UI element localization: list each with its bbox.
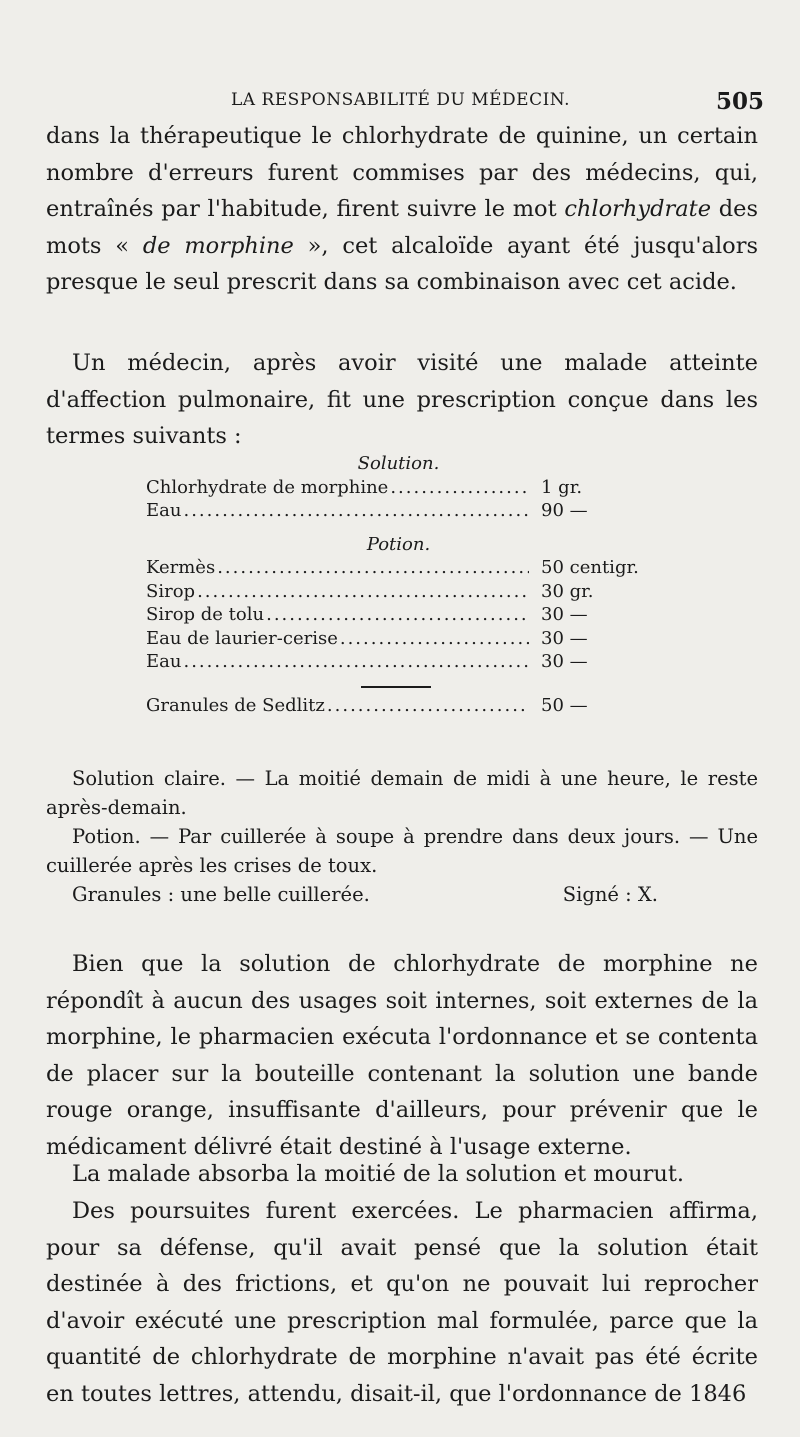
instruction-granules: Granules : une belle cuillerée. [72,883,370,906]
instructions-block [46,764,758,909]
rx-line: Sirop ..... 30 gr. [146,580,651,604]
rx-line: Sirop de tolu ..... 30 — [146,603,651,627]
paragraph-therapeutique: dans la thérapeutique le chlorhydrate de quinine, un certain nombre d'erreurs furent commises par des médecins, qui, entraînés par l'habitude, firent suivre le mot chlorhydrate des mots « de morphine », cet alcaloïde ayant été jusqu'alors presque le seul prescrit dans sa combinaison avec cet acide. [46,123,759,295]
rx-line: Chlorhydrate de morphine ..... 1 gr. [146,476,651,500]
rx-line: Kermès ..... 50 centigr. [146,556,651,580]
potion-heading: Potion. [366,533,431,555]
paragraph-bien-que: Bien que la solution de chlorhydrate de morphine ne répondît à aucun des usages soit internes, soit externes de la morphine, le pharmacien exécuta l'ordonnance et se contenta de placer sur la bouteille contenant la solution une bande rouge orange, insuffisante d'ailleurs, pour prévenir que le médicament délivré était destiné à l'usage externe. [46,951,758,1160]
rx-line: Eau de laurier-cerise ..... 30 — [146,627,651,651]
rx-line: Granules de Sedlitz ..... 50 — [146,694,651,718]
paragraph-medecin: Un médecin, après avoir visité une malade atteinte d'affection pulmonaire, fit une prescription conçue dans les termes suivants : [46,350,758,449]
solution-heading: Solution. [357,453,440,474]
signature: Signé : X. [562,883,658,906]
instruction-solution: Solution claire. — La moitié demain de midi à une heure, le reste après-demain. [46,767,758,819]
running-title: LA RESPONSABILITÉ DU MÉDECIN. [231,90,570,110]
separator-rule [361,686,431,688]
rx-line: Eau ..... 90 — [146,499,651,523]
instruction-granules-line [46,880,758,909]
running-header [46,88,764,118]
page-number: 505 [715,88,764,115]
instruction-potion: Potion. — Par cuillerée à soupe à prendre dans deux jours. — Une cuillerée après les crises de toux. [46,825,758,877]
italic-chlorhydrate: chlorhydrate [564,196,712,222]
prescription-block [146,452,651,717]
rx-line: Eau ..... 30 — [146,650,651,674]
paragraph-malade: La malade absorba la moitié de la solution et mourut. [72,1161,685,1187]
paragraph-poursuites: Des poursuites furent exercées. Le pharmacien affirma, pour sa défense, qu'il avait pensé que la solution était destinée à des frictions, et qu'on ne pouvait lui reprocher d'avoir exécuté une prescription mal formulée, parce que la quantité de chlorhydrate de morphine n'avait pas été écrite en toutes lettres, attendu, disait-il, que l'ordonnance de 1846 [46,1198,758,1407]
italic-de-morphine: de morphine [142,232,294,259]
